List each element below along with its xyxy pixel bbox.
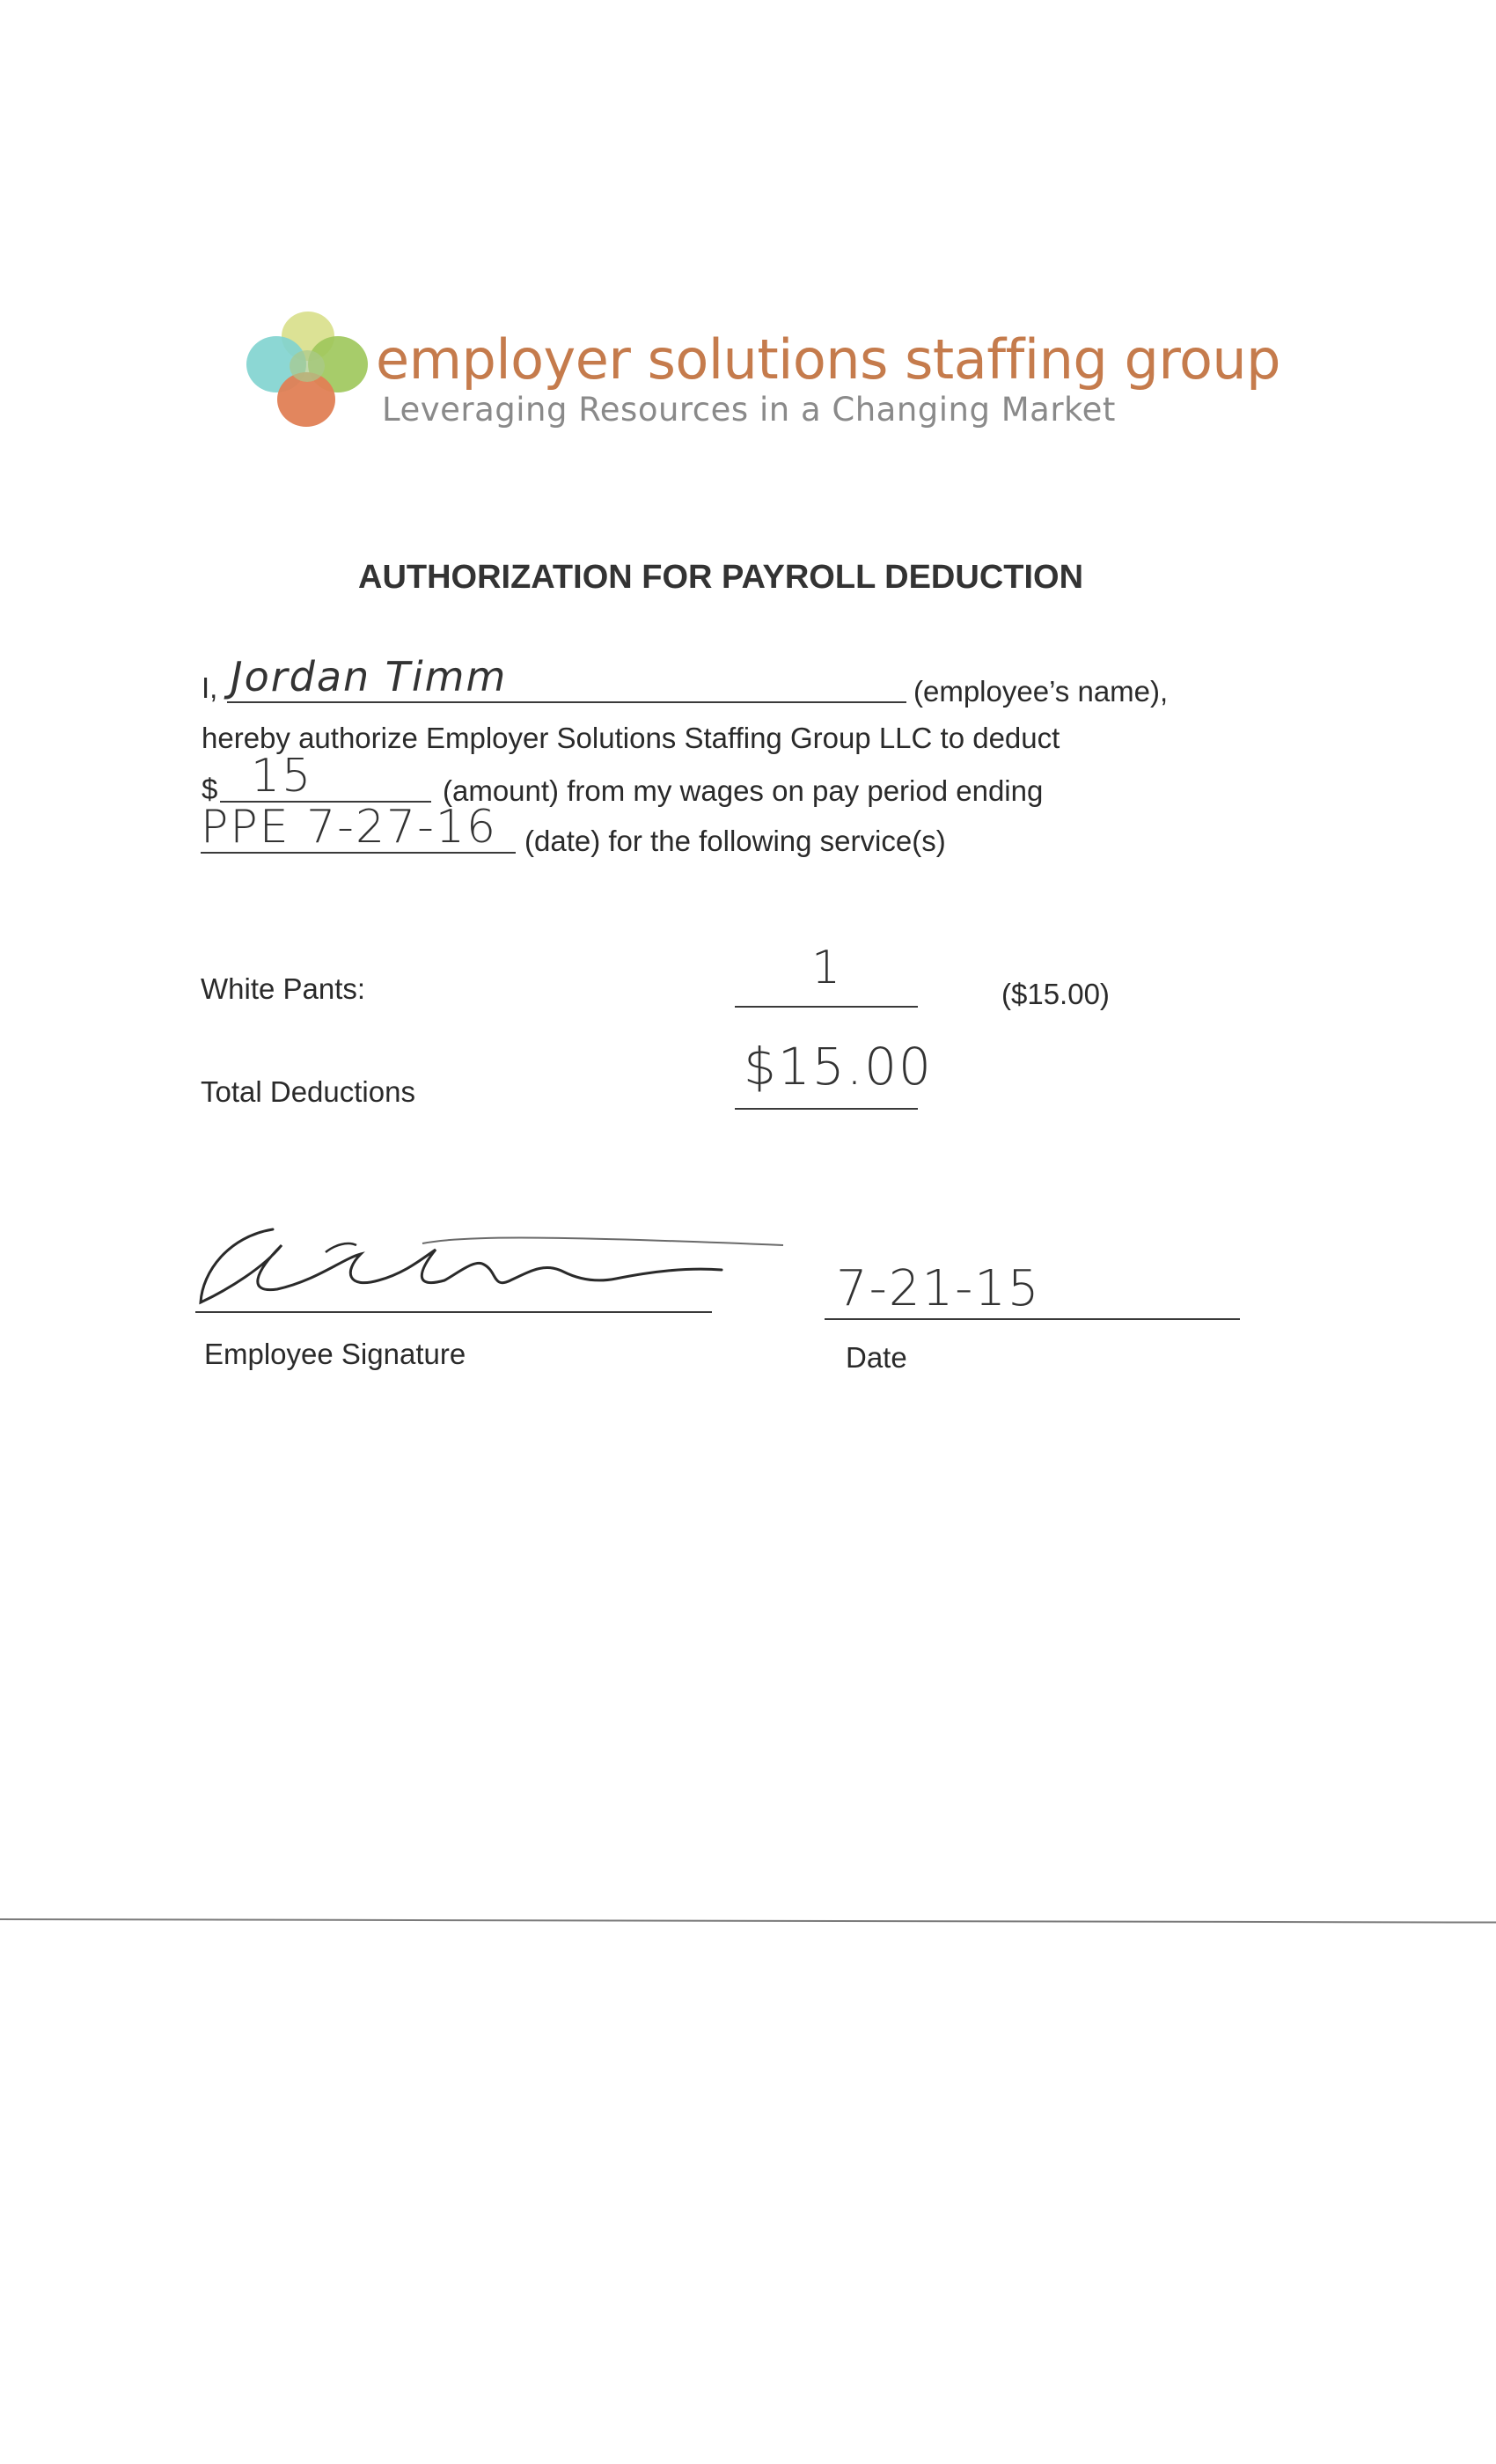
currency-symbol: $ (202, 773, 218, 805)
period-line (201, 852, 516, 854)
line1-prefix: I, (202, 671, 218, 704)
total-label: Total Deductions (201, 1075, 415, 1108)
line1-suffix: (employee’s name), (913, 675, 1169, 708)
line2-text: hereby authorize Employer Solutions Staffing Group LLC to deduct (202, 722, 1060, 754)
logo-center (290, 350, 325, 382)
signature-label: Employee Signature (204, 1338, 466, 1370)
total-value[interactable]: $15.00 (744, 1037, 933, 1096)
company-logo (239, 310, 1281, 451)
item-quantity-value[interactable]: 1 (811, 942, 843, 994)
total-line (735, 1108, 918, 1110)
logo-mark-icon (239, 310, 380, 442)
date-label: Date (846, 1341, 907, 1374)
logo-company-name: employer solutions staffing group (376, 327, 1281, 392)
line3-suffix: (amount) from my wages on pay period ending (443, 774, 1044, 807)
period-value[interactable]: PPE 7-27-16 (201, 801, 498, 854)
employee-name-value[interactable]: Jordan Timm (231, 653, 508, 700)
item-label: White Pants: (201, 972, 366, 1005)
form-title: AUTHORIZATION FOR PAYROLL DEDUCTION (358, 559, 1084, 596)
item-price: ($15.00) (1001, 978, 1110, 1010)
employee-signature (194, 1219, 792, 1320)
line4-suffix: (date) for the following service(s) (524, 825, 946, 857)
signature-line (195, 1311, 712, 1313)
scan-divider-line (0, 1918, 1496, 1924)
amount-value[interactable]: 15 (251, 750, 313, 803)
date-value[interactable]: 7-21-15 (836, 1260, 1041, 1317)
item-quantity-line (735, 1006, 918, 1008)
date-line (825, 1318, 1240, 1320)
logo-tagline: Leveraging Resources in a Changing Market (382, 391, 1116, 429)
employee-name-line (227, 701, 906, 703)
